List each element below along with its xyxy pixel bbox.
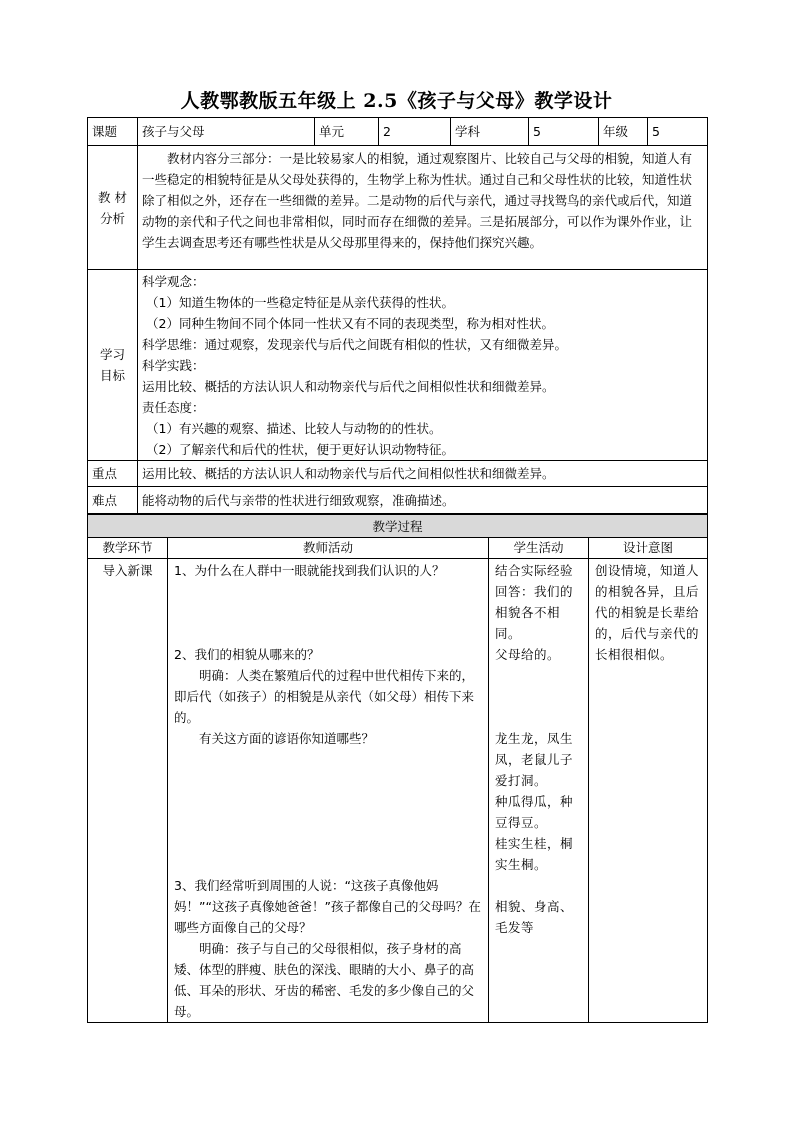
objectives-line: （1）知道生物体的一些稳定特征是从亲代获得的性状。 xyxy=(146,295,454,310)
key-text: 运用比较、概括的方法认识人和动物亲代与后代之间相似性状和细微差异。 xyxy=(138,461,708,487)
process-table xyxy=(87,514,708,1023)
student-answer-2: 父母给的。 xyxy=(495,647,561,662)
key-label: 重点 xyxy=(88,461,138,487)
design-intent: 创设情境，知道人的相貌各异，且后代的相貌是长辈给的，后代与亲代的长相很相似。 xyxy=(589,559,708,1023)
teacher-explain-2: 明确：孩子与自己的父母很相似，孩子身材的高矮、体型的胖瘦、肤色的深浅、眼睛的大小、鼻子的高低、耳朵的形状、牙齿的稀密、毛发的多少像自己的父母。 xyxy=(174,941,475,1019)
lesson-info-table xyxy=(87,117,708,514)
teacher-q1: 1、为什么在人群中一眼就能找到我们认识的人？ xyxy=(174,563,445,578)
header-student: 学生活动 xyxy=(489,538,589,559)
info-row xyxy=(88,118,708,146)
lesson-value: 孩子与父母 xyxy=(138,118,315,146)
objectives-line: （2）同种生物间不同个体同一性状又有不同的表现类型，称为相对性状。 xyxy=(146,316,554,331)
header-intent: 设计意图 xyxy=(589,538,708,559)
teacher-activity xyxy=(168,559,489,1023)
objectives-line: 科学观念： xyxy=(142,274,205,289)
teacher-proverb-question: 有关这方面的谚语你知道哪些？ xyxy=(199,731,375,746)
teacher-explain-1: 明确：人类在繁殖后代的过程中世代相传下来的，即后代（如孩子）的相貌是从亲代（如父母）相传下来的。 xyxy=(174,668,475,725)
document-title: 人教鄂教版五年级上 2.5《孩子与父母》教学设计 xyxy=(180,90,613,112)
difficulty-row xyxy=(88,487,708,514)
key-row xyxy=(88,461,708,487)
subject-value: 5 xyxy=(529,118,599,146)
student-proverb-3: 桂实生桂，桐实生桐。 xyxy=(495,836,574,872)
analysis-text: 教材内容分三部分：一是比较易家人的相貌，通过观察图片、比较自己与父母的相貌，知道人有一些稳定的相貌特征是从父母处获得的，生物学上称为性状。通过自己和父母性状的比较，知道性状除了相似之外，还存在一些细微的差异。二是动物的后代与亲代，通过寻找鸳鸟的亲代或后代，知道动物的亲代和子代之间也非常相似，同时而存在细微的差异。三是拓展部分，可以作为课外作业，让学生去调查思考还有哪些性状是从父母那里得来的，保持他们探究兴趣。 xyxy=(138,146,708,270)
objectives-line: 责任态度： xyxy=(142,400,205,415)
grade-value: 5 xyxy=(648,118,708,146)
grade-label: 年级 xyxy=(599,118,648,146)
difficulty-text: 能将动物的后代与亲带的性状进行细致观察，准确描述。 xyxy=(138,487,708,514)
objectives-line: 科学思维：通过观察，发现亲代与后代之间既有相似的性状，又有细微差异。 xyxy=(142,337,568,352)
process-header-row xyxy=(88,538,708,559)
header-stage: 教学环节 xyxy=(88,538,168,559)
unit-value: 2 xyxy=(379,118,451,146)
student-answer-1: 结合实际经验回答：我们的相貌各不相同。 xyxy=(495,563,574,641)
student-activity xyxy=(489,559,589,1023)
objectives-label: 学习 目标 xyxy=(88,270,138,461)
lesson-label: 课题 xyxy=(88,118,138,146)
objectives-line: 运用比较、概括的方法认识人和动物亲代与后代之间相似性状和细微差异。 xyxy=(142,379,555,394)
subject-label: 学科 xyxy=(451,118,529,146)
student-answer-3: 相貌、身高、毛发等 xyxy=(495,899,574,935)
analysis-row xyxy=(88,146,708,270)
objectives-line: （1）有兴趣的观察、描述、比较人与动物的的性状。 xyxy=(146,421,442,436)
header-teacher: 教师活动 xyxy=(168,538,489,559)
process-title: 教学过程 xyxy=(88,515,708,538)
objectives-line: 科学实践： xyxy=(142,358,205,373)
difficulty-label: 难点 xyxy=(88,487,138,514)
unit-label: 单元 xyxy=(315,118,379,146)
process-row xyxy=(88,559,708,1023)
student-proverb-2: 种瓜得瓜，种豆得豆。 xyxy=(495,794,574,830)
process-title-row xyxy=(88,515,708,538)
teacher-q2: 2、我们的相貌从哪来的？ xyxy=(174,647,320,662)
analysis-label: 教 材 分析 xyxy=(88,146,138,270)
objectives-line: （2）了解亲代和后代的性状，便于更好认识动物特征。 xyxy=(146,442,454,457)
student-proverb-1: 龙生龙，凤生凤，老鼠儿子爱打洞。 xyxy=(495,731,574,788)
teacher-q3: 3、我们经常听到周围的人说：“这孩子真像他妈妈！”“这孩子真像她爸爸！”孩子都像自己的父母吗？在哪些方面像自己的父母？ xyxy=(174,878,481,935)
stage-cell: 导入新课 xyxy=(88,559,168,1023)
objectives-list xyxy=(138,270,708,461)
objectives-row xyxy=(88,270,708,461)
